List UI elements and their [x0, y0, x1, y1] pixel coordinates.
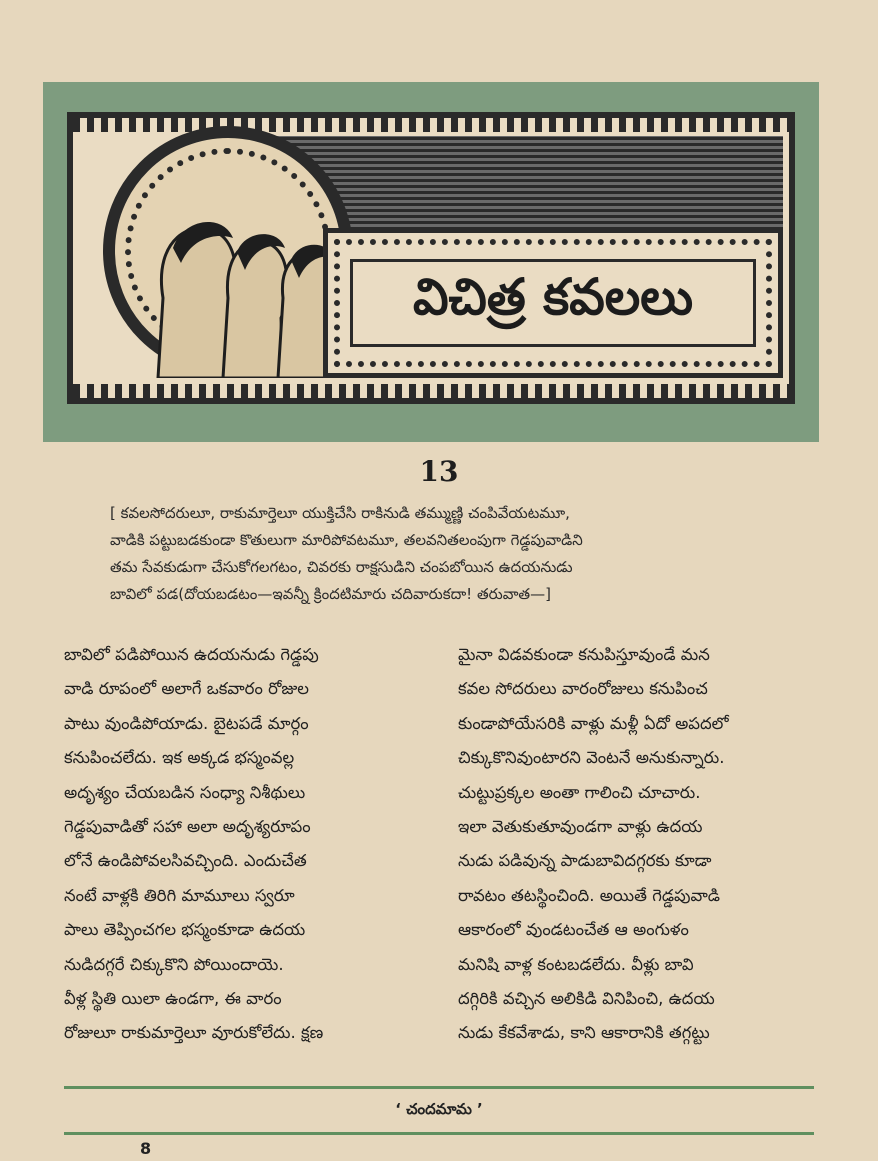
- text-column-right: [458, 638, 818, 1051]
- summary-line: వాడికి పట్టుబడకుండా కొతులుగా మారిపోవటమూ, తలవనితలంపుగా గెడ్డపువాడిని: [110, 531, 583, 549]
- magazine-name: ‘ చందమామ ’: [395, 1100, 483, 1118]
- text-line: రోజులూ రాకుమార్తెలూ వూరుకోలేదు. క్షణ: [64, 1023, 324, 1043]
- footer-rule-top: [64, 1086, 814, 1089]
- text-line: అదృశ్యం చేయబడిన సంధ్యా నిశీథులు: [64, 782, 306, 802]
- text-line: బావిలో పడిపోయిన ఉదయనుడు గెడ్డపు: [64, 645, 319, 664]
- text-line: నుడిదగ్గరే చిక్కుకొని పోయిందాయె.: [64, 954, 284, 974]
- header-banner: [43, 82, 819, 442]
- page-number: 8: [140, 1139, 152, 1158]
- text-line: లోనే ఉండిపోవలసివచ్చింది. ఎందుచేత: [64, 851, 307, 871]
- text-line: కుండాపోయేసరికి వాళ్లు మళ్లీ ఏదో అపదలో: [458, 713, 729, 733]
- banner-illustration: [67, 112, 795, 404]
- text-line: నుడు కేకవేశాడు, కాని ఆకారానికి తగ్గట్టు: [458, 1023, 710, 1043]
- text-line: దగ్గిరికి వచ్చిన అలికిడి వినిపించి, ఉదయ: [458, 989, 715, 1009]
- text-line: నుడు పడివున్న పాడుబావిదగ్గరకు కూడా: [458, 851, 712, 871]
- footer-rule-bottom: [64, 1132, 814, 1135]
- text-line: గెడ్డపువాడితో సహా అలా అదృశ్యరూపం: [64, 817, 311, 837]
- summary-line: తమ సేవకుడుగా చేసుకోగలగటం, చివరకు రాక్షసుడిని చంపబోయిన ఉదయనుడు: [110, 558, 573, 576]
- text-line: చుట్టుప్రక్కల అంతా గాలించి చూచారు.: [458, 782, 701, 802]
- text-line: ఇలా వెతుకుతూవుండగా వాళ్లు ఉదయ: [458, 817, 703, 837]
- text-line: నంటే వాళ్లకి తిరిగి మామూలు స్వరూ: [64, 885, 295, 905]
- title-frame: [323, 228, 783, 378]
- text-line: వీళ్ల స్థితి యిలా ఉండగా, ఈ వారం: [64, 989, 282, 1009]
- previous-summary: [110, 500, 770, 608]
- text-line: రావటం తటస్థించింది. అయితే గెడ్డపువాడి: [458, 885, 720, 905]
- text-line: చిక్కుకొనివుంటారని వెంటనే అనుకున్నారు.: [458, 748, 725, 768]
- banner-border-bottom: [73, 384, 789, 398]
- text-line: పాటు వుండిపోయాడు. బైటపడే మార్గం: [64, 713, 309, 733]
- story-title: విచిత్ర కవలలు: [350, 259, 756, 347]
- chapter-number: 13: [419, 455, 459, 488]
- banner-border-top: [73, 118, 789, 132]
- summary-line: [ కవలసోదరులూ, రాకుమార్తెలూ యుక్తిచేసి రాకినుడి తమ్ముణ్ణి చంపివేయటమూ,: [110, 504, 570, 522]
- text-line: వాడి రూపంలో అలాగే ఒకవారం రోజుల: [64, 679, 309, 699]
- text-line: మనిషి వాళ్ల కంటబడలేదు. వీళ్లు బావి: [458, 954, 694, 974]
- text-line: కవల సోదరులు వారంరోజులు కనుపించ: [458, 679, 708, 699]
- text-line: పాలు తెప్పించగల భస్మంకూడా ఉదయ: [64, 920, 306, 940]
- summary-line: బావిలో పడ(దోయబడటం—ఇవన్నీ క్రిందటిమారు చదివారుకదా! తరువాత—]: [110, 585, 551, 603]
- text-column-left: [64, 638, 424, 1051]
- text-line: మైనా విడవకుండా కనుపిస్తూవుండే మన: [458, 645, 710, 664]
- text-line: ఆకారంలో వుండటంచేత ఆ అంగుళం: [458, 920, 689, 940]
- text-line: కనుపించలేదు. ఇక అక్కడ భస్మంవల్ల: [64, 748, 295, 768]
